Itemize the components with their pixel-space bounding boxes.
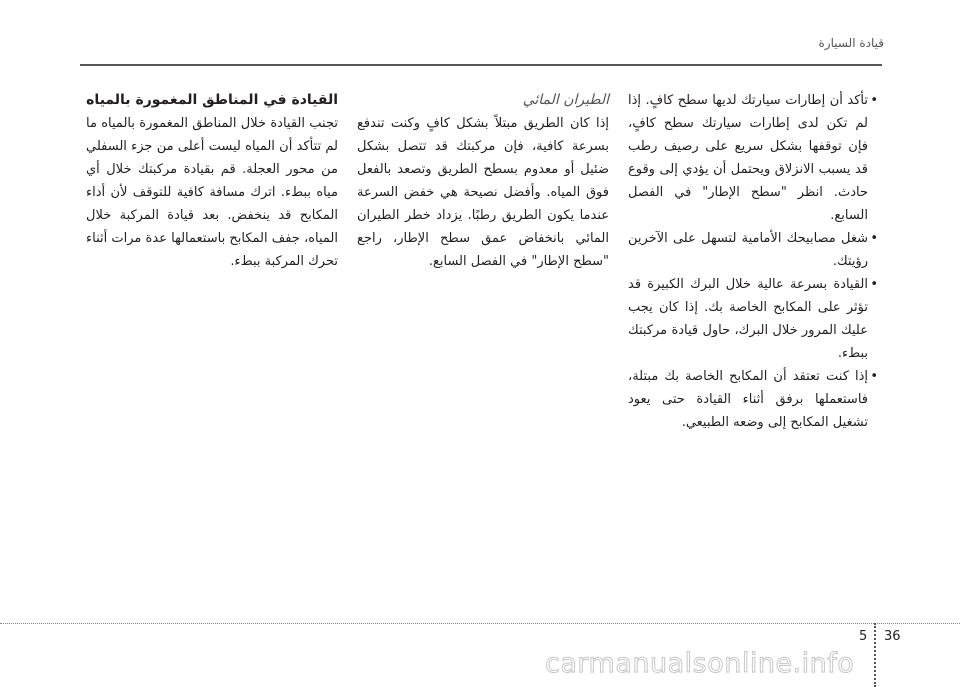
paragraph-hydroplaning: إذا كان الطريق مبتلاً بشكل كافٍ وكنت تندفع بسرعة كافية، فإن مركبتك قد تتصل بشكل ضئيل أو معدوم بسطح الطريق وتصعد بالفعل فوق المياه. وأفضل نصيحة هي خفض السرعة عندما يكون الطريق رطبًا. يزداد خطر الطيران المائي بانخفاض عمق سطح الإطار، راجع "سطح الإطار" في الفصل السابع. xyxy=(357,116,609,269)
list-item: • شغل مصابيحك الأمامية لتسهل على الآخرين رؤيتك. xyxy=(628,227,868,273)
list-item: • القيادة بسرعة عالية خلال البرك الكبيرة قد تؤثر على المكابح الخاصة بك. إذا كان يجب عليك المرور خلال البرك، حاول قيادة مركبتك ببطء. xyxy=(628,273,868,365)
section-heading-flooded-areas: القيادة في المناطق المغمورة بالمياه xyxy=(86,92,338,108)
section-heading-hydroplaning: الطيران المائي xyxy=(522,92,609,108)
running-header: قيادة السيارة xyxy=(818,36,884,50)
list-item: • تأكد أن إطارات سيارتك لديها سطح كافٍ. إذا لم تكن لدى إطارات سيارتك سطح كافٍ، فإن توقفها بشكل سريع على رصيف رطب قد يسبب الانزلاق ويحتمل أن يؤدي إلى وقوع حادث. انظر "سطح الإطار" في الفصل السابع. xyxy=(628,89,868,227)
footer-vertical-divider xyxy=(874,623,876,687)
tips-list xyxy=(628,89,878,434)
page-number: 36 xyxy=(884,629,901,644)
footer-divider xyxy=(0,623,960,624)
list-item: • إذا كنت تعتقد أن المكابح الخاصة بك مبتلة، فاستعملها برفق أثناء القيادة حتى يعود تشغيل المكابح إلى وضعه الطبيعي. xyxy=(628,365,868,434)
paragraph-flooded-areas: تجنب القيادة خلال المناطق المغمورة بالمياه ما لم تتأكد أن المياه ليست أعلى من جزء السفلي من محور العجلة. قم بقيادة مركبتك خلال أي مياه ببطء. اترك مسافة كافية للتوقف لأن أداء المكابح قد ينخفض. بعد قيادة المركبة خلال المياه، جفف المكابح باستعمالها عدة مرات أثناء تحرك المركبة ببطء. xyxy=(86,116,338,269)
middle-column xyxy=(357,89,609,273)
watermark: carmanualsonline.info xyxy=(545,648,855,679)
chapter-number: 5 xyxy=(859,629,868,644)
left-column xyxy=(86,89,338,273)
right-column xyxy=(628,89,878,434)
header-divider xyxy=(80,64,882,66)
